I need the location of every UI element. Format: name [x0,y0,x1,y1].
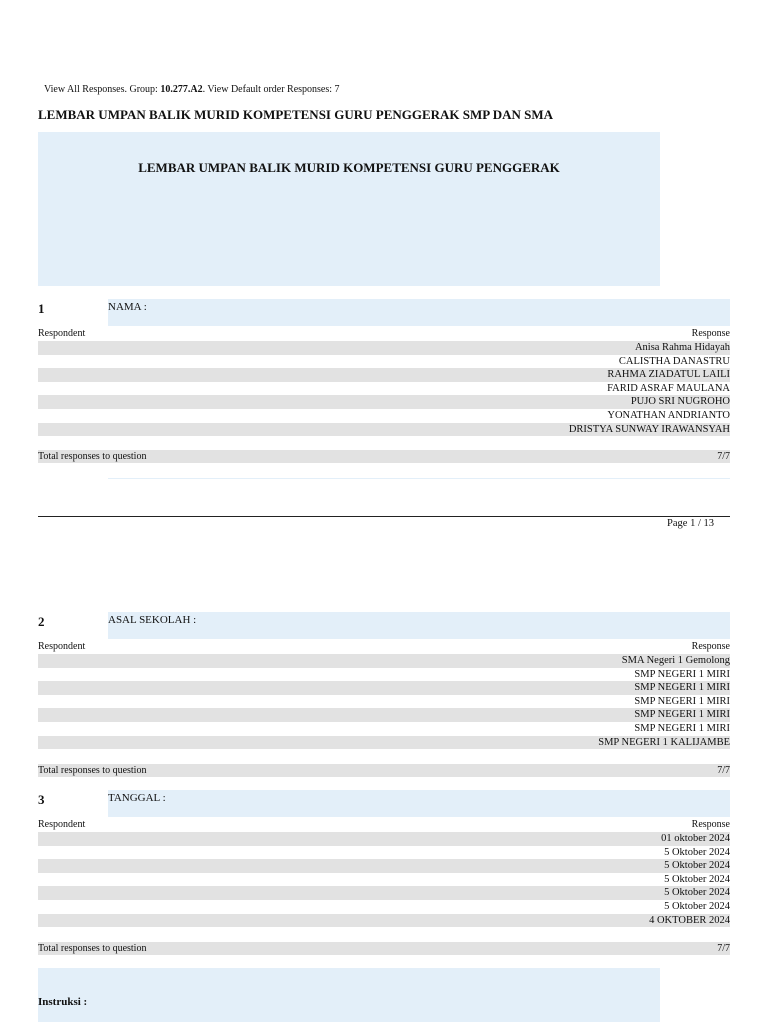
response-row: PUJO SRI NUGROHO [38,395,730,409]
question-3-number: 3 [38,792,45,807]
response-header: Response [691,819,730,830]
question-2-bar [108,612,730,639]
intro-box [38,132,660,286]
response-row: SMP NEGERI 1 MIRI [38,708,730,722]
response-row: 5 Oktober 2024 [38,859,730,873]
total-value: 7/7 [717,943,730,954]
response-row: SMP NEGERI 1 MIRI [38,681,730,695]
question-3-bar [108,790,730,817]
total-responses-row [38,450,730,463]
intro-title: LEMBAR UMPAN BALIK MURID KOMPETENSI GURU PENGGERAK [138,160,560,175]
question-1-number: 1 [38,301,45,316]
response-row: 5 Oktober 2024 [664,873,730,885]
response-row: 4 OKTOBER 2024 [38,914,730,928]
response-row: SMP NEGERI 1 KALIJAMBE [38,736,730,750]
total-responses-row [38,764,730,777]
instruction-label: Instruksi : [38,996,88,1008]
question-1-label: NAMA : [108,301,147,313]
respondent-header: Respondent [38,641,86,652]
response-row: RAHMA ZIADATUL LAILI [38,368,730,382]
page-rule [38,516,730,517]
total-responses-row [38,942,730,955]
view-meta [44,84,340,95]
response-header: Response [691,328,730,339]
question-2-label: ASAL SEKOLAH : [108,614,197,626]
response-list [38,654,730,749]
response-row: DRISTYA SUNWAY IRAWANSYAH [38,423,730,437]
response-row: 5 Oktober 2024 [38,886,730,900]
instruction-box [38,968,660,1022]
total-value: 7/7 [717,451,730,462]
document-title: LEMBAR UMPAN BALIK MURID KOMPETENSI GURU PENGGERAK SMP DAN SMA [38,107,554,122]
total-label: Total responses to question [38,943,147,954]
response-list [38,341,730,436]
response-row: SMP NEGERI 1 MIRI [634,668,730,680]
response-row: 01 oktober 2024 [38,832,730,846]
total-label: Total responses to question [38,765,147,776]
response-row: 5 Oktober 2024 [664,846,730,858]
response-row: SMP NEGERI 1 MIRI [634,722,730,734]
response-row: 5 Oktober 2024 [664,900,730,912]
response-header: Response [691,641,730,652]
respondent-header: Respondent [38,819,86,830]
response-row: YONATHAN ANDRIANTO [607,409,730,421]
group-id: 10.277.A2 [160,84,203,95]
question-1-bar [108,299,730,326]
response-row: SMA Negeri 1 Gemolong [38,654,730,668]
meta-prefix: View All Responses. Group: [44,84,161,95]
meta-suffix: . View Default order Responses: 7 [202,84,340,95]
page-number: Page 1 / 13 [667,518,714,529]
response-list [38,832,730,927]
total-label: Total responses to question [38,451,147,462]
question-3-label: TANGGAL : [108,792,166,804]
response-row: FARID ASRAF MAULANA [607,382,730,394]
response-row: Anisa Rahma Hidayah [38,341,730,355]
respondent-header: Respondent [38,328,86,339]
question-2-number: 2 [38,614,45,629]
response-row: CALISTHA DANASTRU [618,355,730,367]
response-row: SMP NEGERI 1 MIRI [634,695,730,707]
divider [108,478,730,479]
total-value: 7/7 [717,765,730,776]
